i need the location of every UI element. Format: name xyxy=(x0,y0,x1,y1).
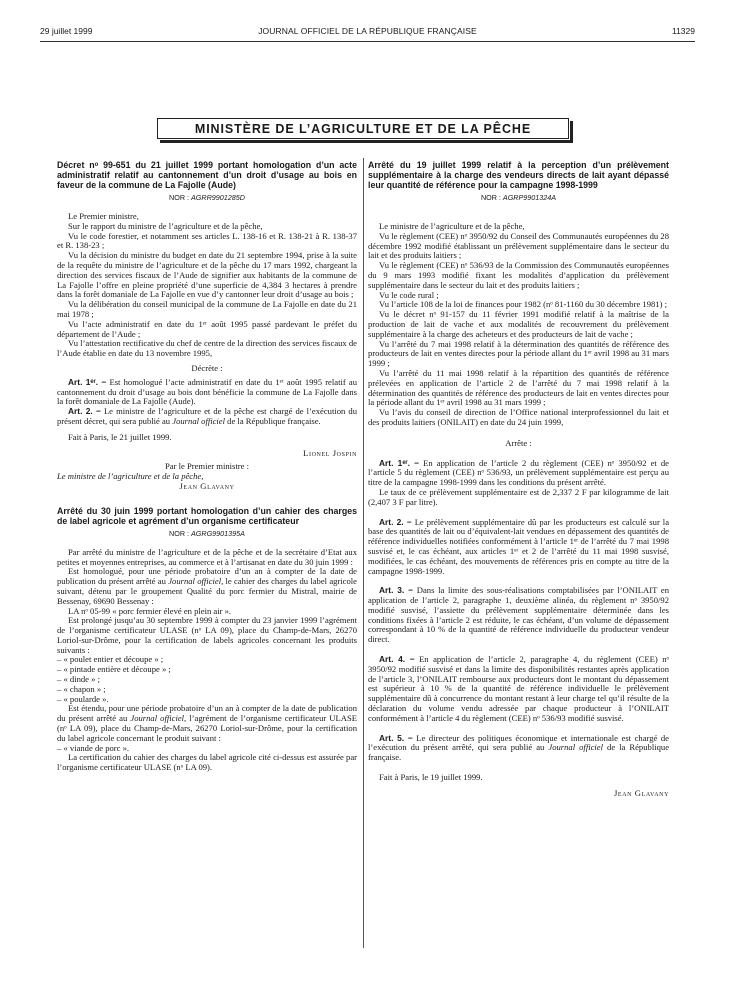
article-label: Art. 2. − xyxy=(379,516,412,527)
article-text: Est homologué l’acte administratif en date du 1ᵉʳ août 1995 relatif au cantonnement du droit d’usage au bois dont bénéficie la commune de La Fajolle dans la forêt domaniale de La Fajolle (Aude). xyxy=(57,376,357,407)
issue-date: 29 juillet 1999 xyxy=(40,26,93,36)
left-column xyxy=(57,160,357,773)
decret-title: Décret nᵒ 99-651 du 21 juillet 1999 portant homologation d’un acte administratif relatif au cantonnement d’un droit d’usage au bois en faveur de la commune de La Fajolle (Aude) xyxy=(57,160,357,190)
arrete-para xyxy=(57,704,357,743)
nor-label: NOR : xyxy=(480,193,501,202)
arrete-para: Vu l’avis du conseil de direction de l’Office national interprofessionnel du lait et des produits laitiers (ONILAIT) en date du 24 juin 1999, xyxy=(368,407,669,427)
arrete-para: Vu le code rural ; xyxy=(379,289,439,300)
arrete-para: Vu le règlement (CEE) nᵒ 536/93 de la Commission des Communautés européennes du 9 mars 1993 modifié fixant les modalités d’application du prélèvement supplémentaire dans le secteur du lait et des produits laitiers ; xyxy=(368,260,669,290)
article-label: Art. 3. − xyxy=(379,585,414,596)
arrete-title: Arrêté du 30 juin 1999 portant homologation d’un cahier des charges de label agricole et agrément d’un organisme certificateur xyxy=(57,505,357,526)
journal-officiel-ref: Journal officiel, xyxy=(168,576,224,587)
arrete-para xyxy=(57,567,357,606)
par-le-premier-ministre: Par le Premier ministre : xyxy=(164,461,249,472)
arrete-para: Vu l’article 108 de la loi de finances pour 1982 (nᵒ 81-1160 du 30 décembre 1981) ; xyxy=(379,299,668,310)
article-text: Dans la limite des sous-réalisations comptabilisées par l’ONILAIT en application de l’article 2, paragraphe 1, deuxième alinéa, du règlement nᵒ 3950/92 modifié susvisé, l’assiette du prélèvement supplémentaire déterminée dans les conditions fixées à l’article 2 est réduite, le cas échéant, d’un volume de dépassement correspondant à 10 % de la quantité de référence individuelle du producteur vendeur direct. xyxy=(368,585,670,645)
arrete-para: Par arrêté du ministre de l’agriculture et de la pêche et de la secrétaire d’Etat aux petites et moyennes entreprises, au commerce et à l’artisanat en date du 30 juin 1999 : xyxy=(57,546,357,567)
decret-para: Vu l’acte administratif en date du 1ᵉʳ août 1995 passé pardevant le préfet du département de l’Aude ; xyxy=(57,318,357,339)
arrete-fait: Fait à Paris, le 19 juillet 1999. xyxy=(379,772,483,783)
decret-para: Vu la décision du ministre du budget en date du 21 septembre 1994, prise à la suite de la requête du ministre de l’agriculture et de la pêche du 17 mars 1992, chargeant la direction des services fiscaux de l’Aude de signifier aux habitants de la commune de La Fajolle l’offre en pleine propriété d’une superficie de 4,384 3 hectares à prendre dans la forêt domaniale de La Fajolle en vue d’y cantonner leur droit d’usage au bois ; xyxy=(57,250,357,300)
arrete-nor xyxy=(57,529,357,538)
arrete-para: LA nᵒ 05-99 « porc fermier élevé en plein air ». xyxy=(68,605,232,616)
nor-label: NOR : xyxy=(169,528,189,538)
decret-article-2 xyxy=(57,407,357,427)
ministry-banner xyxy=(157,118,569,139)
nor-label: NOR : xyxy=(169,193,189,202)
nor-code: AGRR9901285D xyxy=(191,193,245,202)
decret-nor xyxy=(57,193,357,202)
product-item: – « dinde » ; xyxy=(57,674,100,685)
para-text: Est étendu, pour une période probatoire d’un an à compter de la date de publication du présent arrêté au xyxy=(57,703,357,724)
nor-code: AGRP9901324A xyxy=(502,193,557,202)
journal-name: JOURNAL OFFICIEL DE LA RÉPUBLIQUE FRANÇAISE xyxy=(258,26,477,36)
article-text: de la République française. xyxy=(227,415,321,426)
article-text: En application de l’article 2, paragraphe 4, du règlement (CEE) nᵒ 3950/92 modifié susvisé et dans la limite des disponibilités restantes après application de l’article 3, l’ONILAIT rembourse aux producteurs dont le montant du dépassement est supérieur à 10 % de la quantité de référence individuelle le prélèvement supplémentaire dû à concurrence du montant restant à leur charge tel qu’il résulte de la déclaration du volume vendu adressée par chaque producteur à l’ONILAIT conformément à l’article 4 du règlement (CEE) nᵒ 536/93 modifié susvisé. xyxy=(368,654,670,723)
article-label: Art. 2. − xyxy=(68,406,101,417)
article-text: En application de l’article 2 du règlement (CEE) nᵒ 3950/92 et de l’article 5 du règlement (CEE) nᵒ 536/93, un prélèvement supplémentaire est perçu au titre de la campagne 1998-1999 dans les conditions du présent arrêté. xyxy=(368,457,669,488)
article-label: Art. 5. − xyxy=(379,732,413,743)
column-divider xyxy=(363,158,364,948)
decret-para: Sur le rapport du ministre de l’agriculture et de la pêche, xyxy=(68,220,263,231)
arrete-para: Est prolongé jusqu’au 30 septembre 1999 à compter du 23 janvier 1999 l’agrément de l’organisme certificateur ULASE (nᵒ LA 09), place du Champ-de-Mars, 26270 Loriol-sur-Drôme, pour la certification de labels agricoles concernant les produits suivants : xyxy=(57,615,357,655)
arrete-para: Vu le règlement (CEE) nᵒ 3950/92 du Conseil des Communautés européennes du 28 décembre 1992 modifié établissant un prélèvement supplémentaire dans le secteur du lait et des produits laitiers ; xyxy=(368,230,669,261)
arrete-article-2 xyxy=(368,518,669,577)
decret-fait: Fait à Paris, le 21 juillet 1999. xyxy=(68,431,172,442)
product-item: – « chapon » ; xyxy=(57,683,106,694)
arrete-article-1-taux: Le taux de ce prélèvement supplémentaire est de 2,337 2 F par kilogramme de lait (2,407 3 F par litre). xyxy=(368,486,669,507)
decret-para: Vu l’attestation rectificative du chef de centre de la direction des services fiscaux de l’Aude établie en date du 13 novembre 1995, xyxy=(57,338,357,359)
arrete-para: La certification du cahier des charges du label agricole cité ci-dessus est assurée par l’organisme certificateur ULASE (nᵒ LA 09). xyxy=(57,752,357,773)
nor-code: AGRG9901395A xyxy=(191,528,245,538)
arrete-para: Vu l’arrêté du 7 mai 1998 relatif à la détermination des quantités de référence des producteurs de lait en ventes directes pour la période allant du 1ᵉʳ avril 1998 au 31 mars 1999 ; xyxy=(368,338,669,369)
arrete-30-juin-1999 xyxy=(57,506,357,773)
arrete-para: Vu l’arrêté du 11 mai 1998 relatif à la répartition des quantités de référence prélevées en application de l’article 2 de l’arrêté du 7 mai 1998 relatif à la détermination des quantités de référence des producteurs de lait en ventes directes pour la période allant du 1ᵉʳ avril 1998 au 31 mars 1999 ; xyxy=(368,367,669,408)
product-item: – « poulet entier et découpe » ; xyxy=(57,654,164,665)
decret-article-1 xyxy=(57,378,357,407)
decret-para: Le Premier ministre, xyxy=(68,211,139,221)
arrete-heading: Arrête : xyxy=(505,437,532,448)
minister-signature: Jean Glavany xyxy=(179,480,235,491)
arrete-nor xyxy=(368,193,669,202)
article-label: Art. 1ᵉʳ. − xyxy=(68,376,107,387)
article-text: de la République française. xyxy=(368,742,670,763)
arrete-signature: Jean Glavany xyxy=(613,787,669,798)
decret-para: Vu le code forestier, et notamment ses articles L. 138-16 et R. 138-21 à R. 138-37 et R. 138-23 ; xyxy=(57,230,357,251)
arrete-title: Arrêté du 19 juillet 1999 relatif à la perception d’un prélèvement supplémentaire à la charge des vendeurs directs de lait ayant dépassé leur quantité de référence pour la campagne 1998-1999 xyxy=(368,160,669,190)
decret-99-651 xyxy=(57,160,357,492)
running-head xyxy=(40,26,695,40)
ministry-title: MINISTÈRE DE L’AGRICULTURE ET DE LA PÊCHE xyxy=(194,121,532,136)
arrete-para: Vu le décret nᵒ 91-157 du 11 février 1991 modifié relatif à la maîtrise de la production de lait de vache et aux modalités de recouvrement du prélèvement supplémentaire à la charge des acheteurs et des producteurs de lait de vache ; xyxy=(368,309,669,339)
product-item: – « poularde ». xyxy=(57,693,109,704)
page-number: 11329 xyxy=(671,26,695,36)
arrete-article-5 xyxy=(368,734,669,763)
para-text: l’agrément de l’organisme certificateur ULASE (nᵒ LA 09), place du Champ-de-Mars, 26270 Loriol-sur-Drôme, pour la certification du label agricole concernant le produit suivant : xyxy=(57,713,357,743)
article-label: Art. 4. − xyxy=(379,654,415,665)
decret-signature: Lionel Jospin xyxy=(303,447,357,458)
para-text: Est homologué, pour une période probatoire d’un an à compter de la date de publication du présent arrêté au xyxy=(57,566,357,587)
minister-line: Le ministre de l’agriculture et de la pêche, xyxy=(57,471,204,482)
arrete-19-juillet-1999 xyxy=(368,160,669,799)
article-text: Le ministre de l’agriculture et de la pêche est chargé de l’exécution du présent décret, qui sera publié au xyxy=(57,406,358,426)
decrete-heading: Décrète : xyxy=(191,362,223,373)
para-text: le cahier des charges du label agricole suivant, détenu par le groupement Qualité du porc fermier du Mistral, mairie de Bessenay, 69690 Bessenay : xyxy=(57,576,357,606)
journal-officiel-ref: Journal officiel, xyxy=(130,713,187,724)
arrete-article-3 xyxy=(368,586,669,645)
journal-officiel-ref: Journal officiel xyxy=(172,415,226,426)
right-column xyxy=(368,160,669,803)
arrete-article-4 xyxy=(368,655,669,724)
article-text: Le directeur des politiques économique et internationale est chargé de l’exécution du présent arrêté, qui sera publié au xyxy=(368,732,669,753)
header-rule xyxy=(40,41,695,42)
journal-officiel-ref: Journal officiel xyxy=(548,742,603,753)
product-item: – « pintade entière et découpe » ; xyxy=(57,664,171,675)
article-text: Le prélèvement supplémentaire dû par les producteurs est calculé sur la base des quantités de lait ou d’équivalent-lait vendues en dépassement des quantités de référence individuelles notifiées conformément à l’article 1ᵉʳ de l’arrêté du 7 mai 1998 susvisé et, le cas échéant, aux articles 1ᵉʳ et 2 de l’arrêté du 11 mai 1998 susvisé, modifiées, le cas échéant, des mouvements de références pris en compte au titre de la campagne 1998-1999. xyxy=(368,516,670,576)
decret-para: Vu la délibération du conseil municipal de la commune de La Fajolle en date du 21 mai 1978 ; xyxy=(57,299,357,319)
product-item: – « viande de porc ». xyxy=(57,742,130,753)
arrete-article-1 xyxy=(368,459,669,488)
arrete-para: Le ministre de l’agriculture et de la pêche, xyxy=(379,221,525,231)
article-label: Art. 1ᵉʳ. − xyxy=(379,457,420,468)
